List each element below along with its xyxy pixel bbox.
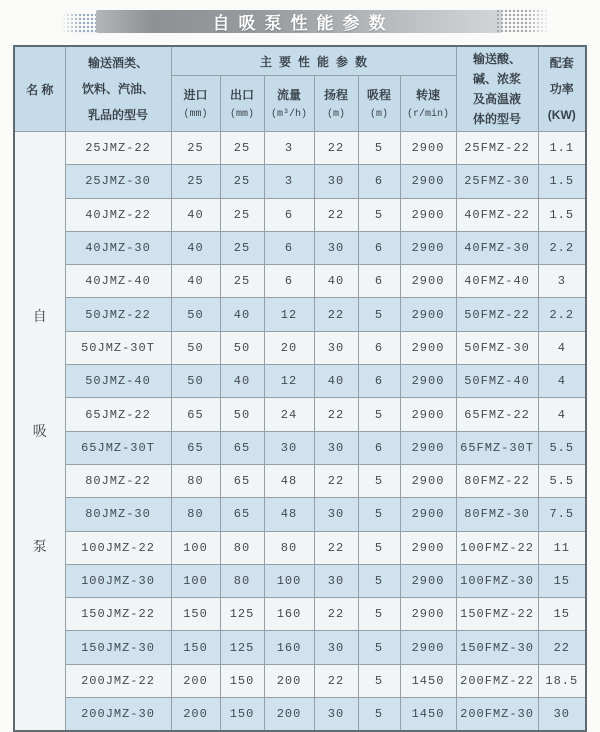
cell-outlet: 80: [220, 564, 264, 597]
cell-flow: 100: [264, 564, 314, 597]
cell-outlet: 80: [220, 531, 264, 564]
cell-inlet: 25: [171, 132, 220, 165]
col-header-outlet: [220, 76, 264, 132]
table-row: [14, 598, 586, 631]
table-row: [14, 298, 586, 331]
power-header-line: 功率: [549, 82, 574, 96]
cell-head: 22: [314, 531, 358, 564]
cell-jmz-model: 25JMZ-22: [65, 132, 171, 165]
cell-outlet: 25: [220, 165, 264, 198]
cell-outlet: 25: [220, 198, 264, 231]
head-unit: (m): [326, 108, 345, 120]
table-row: [14, 165, 586, 198]
cell-power: 2.2: [538, 231, 586, 264]
cell-fmz-model: 100FMZ-30: [456, 564, 538, 597]
cell-inlet: 100: [171, 564, 220, 597]
cell-flow: 6: [264, 231, 314, 264]
cell-speed: 2900: [400, 531, 456, 564]
cell-flow: 12: [264, 298, 314, 331]
fmz-header-line: 及高温液: [473, 92, 522, 106]
inlet-label: 进口: [183, 87, 208, 102]
cell-power: 1.5: [538, 165, 586, 198]
cell-inlet: 80: [171, 464, 220, 497]
cell-fmz-model: 200FMZ-22: [456, 664, 538, 697]
cell-power: 1.5: [538, 198, 586, 231]
col-header-speed: [400, 76, 456, 132]
cell-fmz-model: 50FMZ-22: [456, 298, 538, 331]
cell-jmz-model: 100JMZ-30: [65, 564, 171, 597]
cell-flow: 20: [264, 331, 314, 364]
cell-speed: 2900: [400, 398, 456, 431]
cell-inlet: 40: [171, 265, 220, 298]
cell-power: 15: [538, 564, 586, 597]
cell-flow: 3: [264, 132, 314, 165]
cell-suction: 6: [358, 365, 400, 398]
table-row: [14, 231, 586, 264]
col-header-head: [314, 76, 358, 132]
page-title: 自吸泵性能参数: [212, 14, 395, 33]
cell-jmz-model: 50JMZ-22: [65, 298, 171, 331]
cell-jmz-model: 80JMZ-30: [65, 498, 171, 531]
cell-fmz-model: 150FMZ-30: [456, 631, 538, 664]
cell-inlet: 50: [171, 331, 220, 364]
cell-suction: 5: [358, 464, 400, 497]
cell-flow: 24: [264, 398, 314, 431]
col-header-jmz-model: [65, 46, 171, 132]
cell-outlet: 65: [220, 464, 264, 497]
col-header-main-params: 主要性能参数: [171, 46, 456, 76]
cell-inlet: 40: [171, 231, 220, 264]
cell-flow: 80: [264, 531, 314, 564]
cell-fmz-model: 80FMZ-22: [456, 464, 538, 497]
pump-performance-table: [13, 45, 587, 732]
cell-inlet: 65: [171, 431, 220, 464]
cell-speed: 2900: [400, 598, 456, 631]
cell-suction: 6: [358, 231, 400, 264]
cell-outlet: 25: [220, 265, 264, 298]
suction-label: 吸程: [366, 87, 391, 102]
cell-power: 5.5: [538, 464, 586, 497]
cell-speed: 2900: [400, 365, 456, 398]
cell-fmz-model: 150FMZ-22: [456, 598, 538, 631]
cell-flow: 200: [264, 664, 314, 697]
cell-power: 30: [538, 698, 586, 732]
cell-power: 7.5: [538, 498, 586, 531]
cell-power: 11: [538, 531, 586, 564]
cell-speed: 2900: [400, 265, 456, 298]
pump-name-vertical: [14, 132, 65, 732]
cell-flow: 3: [264, 165, 314, 198]
cell-power: 18.5: [538, 664, 586, 697]
cell-speed: 2900: [400, 631, 456, 664]
cell-jmz-model: 200JMZ-30: [65, 698, 171, 732]
jmz-header-line: 输送酒类、: [87, 56, 148, 70]
cell-fmz-model: 50FMZ-30: [456, 331, 538, 364]
cell-head: 30: [314, 231, 358, 264]
cell-suction: 6: [358, 331, 400, 364]
table-row: [14, 664, 586, 697]
cell-outlet: 125: [220, 598, 264, 631]
cell-speed: 1450: [400, 698, 456, 732]
speed-label: 转速: [416, 87, 441, 102]
cell-jmz-model: 25JMZ-30: [65, 165, 171, 198]
cell-flow: 6: [264, 198, 314, 231]
cell-outlet: 50: [220, 331, 264, 364]
cell-flow: 200: [264, 698, 314, 732]
cell-inlet: 80: [171, 498, 220, 531]
cell-flow: 6: [264, 265, 314, 298]
cell-outlet: 125: [220, 631, 264, 664]
cell-suction: 6: [358, 265, 400, 298]
cell-fmz-model: 100FMZ-22: [456, 531, 538, 564]
cell-jmz-model: 150JMZ-30: [65, 631, 171, 664]
cell-jmz-model: 40JMZ-22: [65, 198, 171, 231]
cell-inlet: 50: [171, 298, 220, 331]
pump-name-char: 泵: [32, 538, 47, 555]
cell-outlet: 150: [220, 664, 264, 697]
cell-speed: 2900: [400, 431, 456, 464]
cell-outlet: 40: [220, 298, 264, 331]
cell-jmz-model: 100JMZ-22: [65, 531, 171, 564]
col-header-inlet: [171, 76, 220, 132]
cell-power: 3: [538, 265, 586, 298]
cell-head: 40: [314, 365, 358, 398]
table-row: [14, 464, 586, 497]
cell-suction: 5: [358, 698, 400, 732]
cell-suction: 5: [358, 498, 400, 531]
cell-inlet: 40: [171, 198, 220, 231]
fmz-header-line: 体的型号: [473, 112, 522, 126]
cell-suction: 5: [358, 132, 400, 165]
cell-inlet: 200: [171, 698, 220, 732]
cell-speed: 2900: [400, 231, 456, 264]
cell-jmz-model: 65JMZ-22: [65, 398, 171, 431]
cell-flow: 160: [264, 631, 314, 664]
cell-power: 1.1: [538, 132, 586, 165]
cell-inlet: 50: [171, 365, 220, 398]
cell-jmz-model: 50JMZ-40: [65, 365, 171, 398]
head-label: 扬程: [323, 87, 348, 102]
cell-suction: 5: [358, 664, 400, 697]
cell-flow: 160: [264, 598, 314, 631]
cell-inlet: 100: [171, 531, 220, 564]
cell-inlet: 150: [171, 598, 220, 631]
cell-inlet: 65: [171, 398, 220, 431]
table-row: [14, 431, 586, 464]
cell-head: 30: [314, 631, 358, 664]
cell-suction: 5: [358, 298, 400, 331]
cell-head: 30: [314, 165, 358, 198]
cell-head: 22: [314, 464, 358, 497]
cell-outlet: 25: [220, 231, 264, 264]
col-header-name: [14, 46, 65, 132]
flow-unit: (m³/h): [270, 108, 307, 120]
table-row: [14, 365, 586, 398]
cell-outlet: 150: [220, 698, 264, 732]
table-row: [14, 498, 586, 531]
table-row: [14, 265, 586, 298]
cell-power: 15: [538, 598, 586, 631]
table-row: [14, 132, 586, 165]
cell-speed: 2900: [400, 564, 456, 597]
cell-jmz-model: 50JMZ-30T: [65, 331, 171, 364]
table-row: [14, 631, 586, 664]
fmz-header-line: 碱、浓浆: [473, 72, 522, 86]
jmz-header-line: 饮料、汽油、: [81, 82, 154, 96]
cell-fmz-model: 50FMZ-40: [456, 365, 538, 398]
cell-head: 22: [314, 298, 358, 331]
cell-jmz-model: 80JMZ-22: [65, 464, 171, 497]
cell-fmz-model: 40FMZ-22: [456, 198, 538, 231]
jmz-header-line: 乳品的型号: [87, 108, 148, 122]
cell-head: 30: [314, 698, 358, 732]
cell-fmz-model: 40FMZ-40: [456, 265, 538, 298]
cell-outlet: 25: [220, 132, 264, 165]
cell-flow: 30: [264, 431, 314, 464]
cell-inlet: 150: [171, 631, 220, 664]
cell-speed: 2900: [400, 132, 456, 165]
col-header-fmz-model: [456, 46, 538, 132]
table-row: [14, 398, 586, 431]
cell-power: 5.5: [538, 431, 586, 464]
table-row: [14, 331, 586, 364]
cell-head: 22: [314, 398, 358, 431]
cell-power: 2.2: [538, 298, 586, 331]
cell-fmz-model: 200FMZ-30: [456, 698, 538, 732]
table-row: [14, 198, 586, 231]
power-header-line: (KW): [547, 108, 576, 122]
cell-suction: 5: [358, 531, 400, 564]
cell-power: 4: [538, 365, 586, 398]
table-row: [14, 564, 586, 597]
cell-flow: 48: [264, 464, 314, 497]
cell-power: 22: [538, 631, 586, 664]
cell-suction: 5: [358, 398, 400, 431]
cell-speed: 2900: [400, 165, 456, 198]
cell-speed: 2900: [400, 498, 456, 531]
cell-inlet: 25: [171, 165, 220, 198]
cell-speed: 2900: [400, 298, 456, 331]
cell-suction: 5: [358, 598, 400, 631]
cell-head: 22: [314, 664, 358, 697]
cell-speed: 2900: [400, 198, 456, 231]
col-header-flow: [264, 76, 314, 132]
table-row: [14, 698, 586, 732]
speed-unit: (r/min): [407, 108, 450, 120]
cell-speed: 2900: [400, 331, 456, 364]
cell-head: 30: [314, 498, 358, 531]
cell-flow: 48: [264, 498, 314, 531]
cell-outlet: 65: [220, 431, 264, 464]
suction-unit: (m): [369, 108, 388, 120]
cell-jmz-model: 40JMZ-40: [65, 265, 171, 298]
table-body: [14, 132, 586, 732]
cell-fmz-model: 40FMZ-30: [456, 231, 538, 264]
cell-suction: 6: [358, 431, 400, 464]
halftone-dots-right-icon: [496, 9, 550, 33]
cell-fmz-model: 80FMZ-30: [456, 498, 538, 531]
cell-jmz-model: 40JMZ-30: [65, 231, 171, 264]
cell-fmz-model: 25FMZ-30: [456, 165, 538, 198]
cell-head: 22: [314, 198, 358, 231]
cell-head: 30: [314, 564, 358, 597]
table-row: [14, 531, 586, 564]
table-header: [14, 46, 586, 132]
header-row-top: [14, 46, 586, 76]
flow-label: 流量: [276, 87, 301, 102]
col-header-power: [538, 46, 586, 132]
cell-head: 40: [314, 265, 358, 298]
cell-fmz-model: 65FMZ-22: [456, 398, 538, 431]
cell-power: 4: [538, 331, 586, 364]
cell-fmz-model: 65FMZ-30T: [456, 431, 538, 464]
cell-outlet: 65: [220, 498, 264, 531]
cell-suction: 5: [358, 564, 400, 597]
cell-jmz-model: 150JMZ-22: [65, 598, 171, 631]
cell-speed: 1450: [400, 664, 456, 697]
cell-inlet: 200: [171, 664, 220, 697]
cell-speed: 2900: [400, 464, 456, 497]
cell-suction: 5: [358, 631, 400, 664]
cell-fmz-model: 25FMZ-22: [456, 132, 538, 165]
col-header-suction: [358, 76, 400, 132]
cell-head: 30: [314, 331, 358, 364]
cell-head: 22: [314, 132, 358, 165]
cell-head: 22: [314, 598, 358, 631]
outlet-label: 出口: [229, 87, 254, 102]
pump-name-char: 吸: [32, 423, 47, 440]
cell-power: 4: [538, 398, 586, 431]
outlet-unit: (mm): [229, 108, 254, 120]
inlet-unit: (mm): [183, 108, 208, 120]
fmz-header-line: 输送酸、: [473, 52, 522, 66]
pump-name-char: 自: [32, 308, 47, 325]
cell-flow: 12: [264, 365, 314, 398]
cell-outlet: 50: [220, 398, 264, 431]
cell-jmz-model: 65JMZ-30T: [65, 431, 171, 464]
power-header-line: 配套: [549, 56, 574, 70]
cell-outlet: 40: [220, 365, 264, 398]
title-banner: [96, 10, 502, 33]
cell-suction: 6: [358, 165, 400, 198]
cell-head: 30: [314, 431, 358, 464]
col-header-name-label: 名 称: [26, 82, 54, 97]
cell-jmz-model: 200JMZ-22: [65, 664, 171, 697]
cell-suction: 5: [358, 198, 400, 231]
